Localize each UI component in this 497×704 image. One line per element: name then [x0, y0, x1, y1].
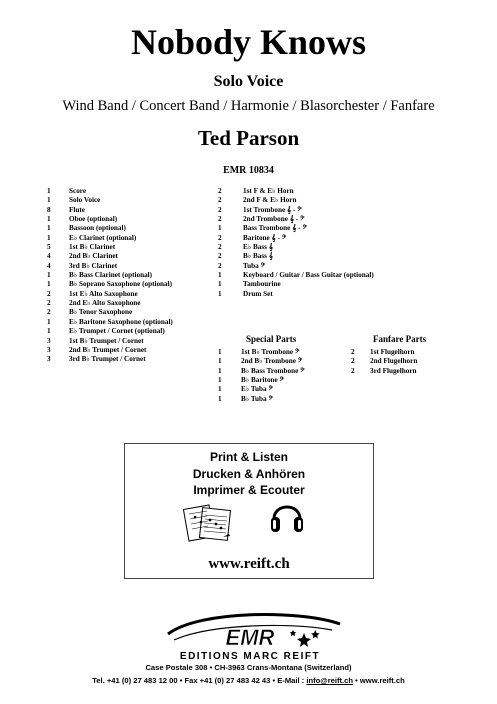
part-name: 3rd B♭ Clarinet [69, 261, 118, 270]
part-row [47, 262, 247, 271]
part-quantity: 2 [47, 308, 51, 317]
part-quantity: 4 [47, 252, 51, 261]
part-quantity: 5 [47, 243, 51, 252]
part-row [351, 357, 461, 366]
part-row [47, 327, 247, 336]
part-row [47, 215, 247, 224]
part-quantity: 1 [218, 366, 222, 375]
part-name: Score [69, 187, 87, 195]
part-name: 1st B♭ Clarinet [69, 243, 116, 252]
part-row [47, 271, 247, 280]
band-types: Wind Band / Concert Band / Harmonie / Blasorchester / Fanfare [62, 98, 435, 114]
part-row [47, 337, 247, 346]
part-quantity: 3 [47, 345, 51, 354]
part-name: 3rd Flugelhorn [370, 366, 417, 375]
part-quantity: 2 [47, 289, 51, 298]
part-row [218, 234, 478, 243]
part-quantity: 1 [218, 357, 222, 366]
part-quantity: 2 [218, 187, 222, 195]
parts-list-right [218, 187, 478, 299]
part-row [218, 187, 478, 196]
part-name: Bass Trombone 𝄞 - 𝄢 [243, 224, 307, 233]
part-name: Bassoon (optional) [69, 224, 126, 233]
fanfare-parts-list [351, 348, 461, 376]
part-row [47, 224, 247, 233]
emr-logo [150, 612, 350, 662]
part-name: 2nd F & E♭ Horn [243, 196, 297, 205]
part-row [218, 271, 478, 280]
print-listen-box [124, 443, 374, 579]
part-quantity: 1 [47, 271, 51, 280]
part-quantity: 2 [218, 196, 222, 205]
part-name: B♭ Baritone 𝄢 [241, 376, 285, 385]
part-quantity: 1 [47, 280, 51, 289]
part-name: E♭ Clarinet (optional) [69, 233, 137, 242]
part-quantity: 1 [218, 224, 222, 233]
part-quantity: 1 [218, 289, 222, 298]
publisher-contact [0, 676, 497, 685]
part-name: Oboe (optional) [69, 215, 118, 224]
part-name: 1st Trombone 𝄞 - 𝄢 [243, 205, 302, 214]
part-name: E♭ Baritone Saxophone (optional) [69, 317, 173, 326]
part-row [218, 262, 478, 271]
print-listen-line-fr: Imprimer & Ecouter [193, 483, 305, 497]
part-quantity: 1 [47, 187, 51, 195]
part-row [47, 252, 247, 261]
part-row [218, 290, 478, 299]
contact-website: • www.reift.ch [353, 676, 405, 685]
part-name: 1st B♭ Trombone 𝄢 [241, 348, 300, 356]
part-row [47, 299, 247, 308]
part-row [47, 206, 247, 215]
website-link[interactable]: www.reift.ch [208, 556, 290, 572]
part-quantity: 1 [47, 215, 51, 224]
part-quantity: 2 [351, 348, 355, 356]
sheet-music-icon [183, 501, 239, 545]
composer: Ted Parson [197, 126, 300, 150]
part-row [218, 206, 478, 215]
part-name: 3rd B♭ Trumpet / Cornet [69, 355, 146, 364]
logo-text: EMR [225, 625, 275, 650]
part-row [218, 385, 348, 394]
part-name: Drum Set [243, 289, 273, 298]
catalog-number: EMR 10834 [223, 165, 274, 176]
part-name: Keyboard / Guitar / Bass Guitar (optional) [243, 271, 374, 280]
part-name: E♭ Trumpet / Cornet (optional) [69, 327, 165, 336]
part-name: 1st E♭ Alto Saxophone [69, 289, 138, 298]
part-quantity: 1 [47, 327, 51, 336]
part-quantity: 1 [218, 348, 222, 356]
part-quantity: 1 [218, 376, 222, 385]
part-name: 2nd Trombone 𝄞 - 𝄢 [243, 215, 305, 224]
special-parts-list [218, 348, 348, 404]
page-title: Nobody Knows [130, 22, 367, 62]
part-row [47, 196, 247, 205]
part-quantity: 1 [47, 233, 51, 242]
part-quantity: 1 [218, 394, 222, 403]
fanfare-parts-heading: Fanfare Parts [373, 334, 427, 344]
part-name: B♭ Bass 𝄞 [243, 252, 274, 261]
subtitle: Solo Voice [213, 73, 284, 90]
part-quantity: 2 [47, 299, 51, 308]
part-quantity: 2 [218, 243, 222, 252]
parts-list-left [47, 187, 247, 365]
part-quantity: 1 [218, 385, 222, 394]
part-name: Flute [69, 205, 85, 214]
part-row [47, 234, 247, 243]
part-name: Tuba 𝄢 [243, 261, 266, 270]
part-quantity: 2 [351, 357, 355, 366]
part-quantity: 1 [47, 196, 51, 205]
part-name: 2nd B♭ Trumpet / Cornet [69, 345, 147, 354]
part-name: 2nd B♭ Trombone 𝄢 [241, 357, 303, 366]
part-name: E♭ Bass 𝄞 [243, 243, 274, 252]
part-row [47, 318, 247, 327]
part-quantity: 1 [47, 317, 51, 326]
part-row [218, 367, 348, 376]
part-quantity: 1 [218, 271, 222, 280]
part-name: 1st B♭ Trumpet / Cornet [69, 336, 144, 345]
part-name: Tambourine [243, 280, 281, 289]
part-name: 1st Flugelhorn [370, 348, 415, 356]
part-row [351, 367, 461, 376]
part-name: B♭ Soprano Saxophone (optional) [69, 280, 173, 289]
part-row [47, 280, 247, 289]
part-row [218, 215, 478, 224]
part-name: 2nd Flugelhorn [370, 357, 418, 366]
part-name: Baritone 𝄞 - 𝄢 [243, 233, 287, 242]
part-row [47, 243, 247, 252]
part-name: B♭ Bass Clarinet (optional) [69, 271, 153, 280]
print-listen-text [125, 449, 373, 499]
part-quantity: 2 [218, 252, 222, 261]
part-row [47, 308, 247, 317]
part-quantity: 3 [47, 336, 51, 345]
part-quantity: 2 [218, 205, 222, 214]
part-quantity: 2 [351, 366, 355, 375]
part-quantity: 2 [218, 233, 222, 242]
part-row [218, 196, 478, 205]
part-quantity: 2 [218, 215, 222, 224]
part-row [218, 280, 478, 289]
part-row [218, 395, 348, 404]
print-listen-line-en: Print & Listen [209, 450, 288, 464]
part-row [218, 357, 348, 366]
part-name: B♭ Tuba 𝄢 [241, 394, 273, 403]
part-row [47, 355, 247, 364]
print-listen-line-de: Drucken & Anhören [192, 466, 306, 481]
part-row [218, 243, 478, 252]
part-row [47, 187, 247, 196]
part-row [218, 252, 478, 261]
part-name: 2nd E♭ Alto Saxophone [69, 299, 141, 308]
part-quantity: 1 [218, 280, 222, 289]
headphones-icon [269, 497, 305, 539]
part-name: 1st F & E♭ Horn [243, 187, 294, 195]
part-quantity: 3 [47, 355, 51, 364]
contact-phone-fax: Tel. +41 (0) 27 483 12 00 • Fax +41 (0) 27 483 42 43 • E-Mail : [92, 676, 307, 685]
part-row [218, 376, 348, 385]
part-row [351, 348, 461, 357]
special-parts-heading: Special Parts [246, 334, 297, 344]
part-quantity: 1 [47, 224, 51, 233]
part-quantity: 2 [218, 261, 222, 270]
part-row [218, 348, 348, 357]
part-name: Solo Voice [69, 196, 101, 205]
part-quantity: 4 [47, 261, 51, 270]
part-name: B♭ Bass Trombone 𝄢 [241, 366, 305, 375]
part-row [47, 346, 247, 355]
part-row [218, 224, 478, 233]
publisher-name: EDITIONS MARC REIFT [179, 651, 321, 662]
part-row [47, 290, 247, 299]
part-name: 2nd B♭ Clarinet [69, 252, 118, 261]
publisher-address: Case Postale 308 • CH-3963 Crans-Montana (Switzerland) [145, 663, 352, 672]
part-name: B♭ Tenor Saxophone [69, 308, 133, 317]
email-link[interactable]: info@reift.ch [306, 676, 354, 685]
part-name: E♭ Tuba 𝄢 [241, 385, 273, 394]
part-quantity: 8 [47, 205, 51, 214]
